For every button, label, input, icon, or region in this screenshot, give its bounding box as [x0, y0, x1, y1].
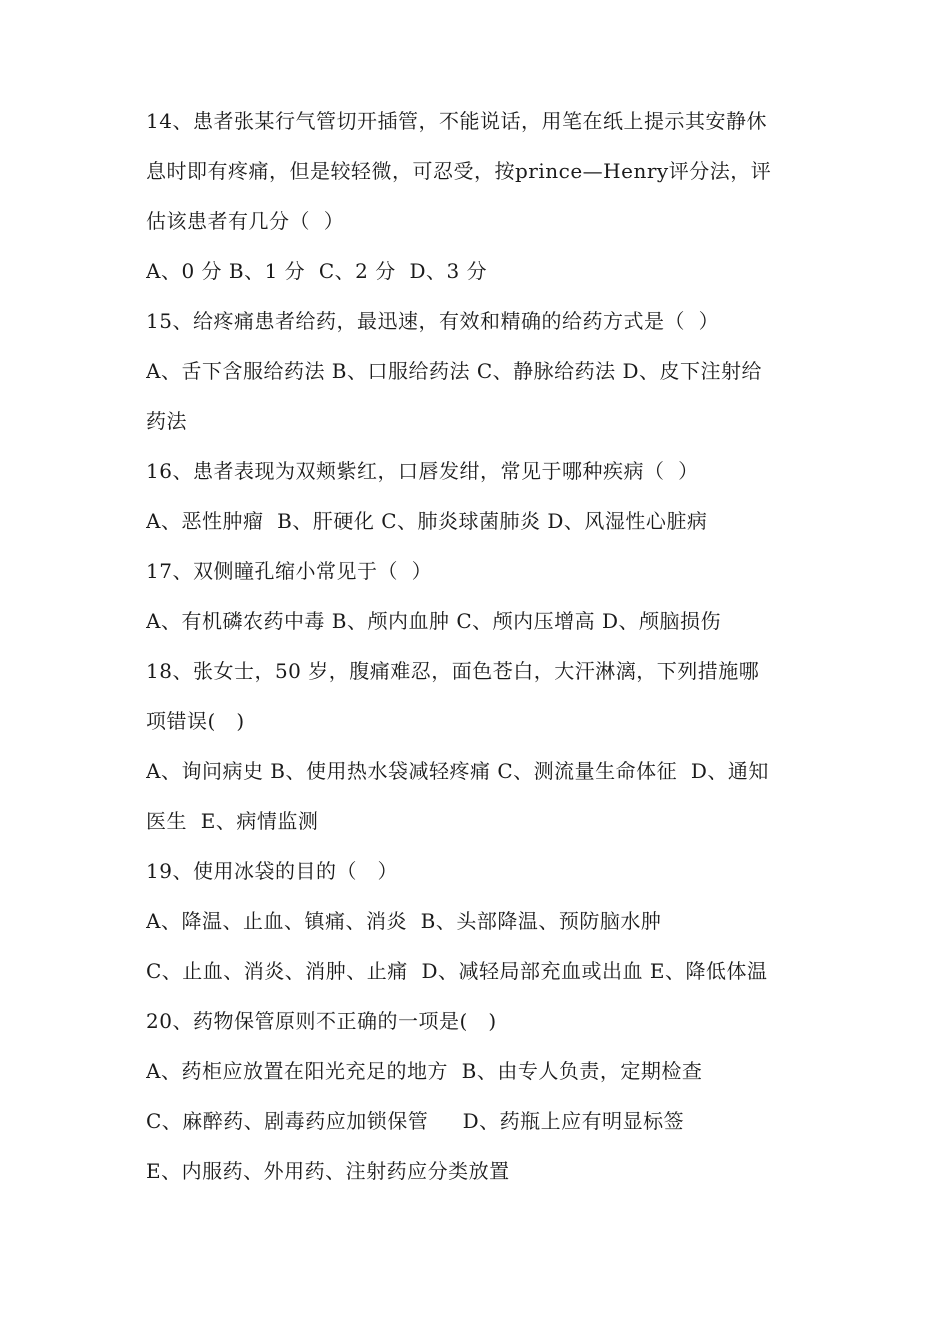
- question-20-stem: 20、药物保管原则不正确的一项是( ): [146, 1009, 497, 1033]
- question-14-line-1: 14、患者张某行气管切开插管，不能说话，用笔在纸上提示其安静休: [146, 109, 767, 133]
- question-18-options-line-1: A、询问病史 B、使用热水袋减轻疼痛 C、测流量生命体征 D、通知: [146, 759, 769, 783]
- question-19-stem: 19、使用冰袋的目的（ ）: [146, 859, 399, 883]
- question-19-options-line-2: C、止血、消炎、消肿、止痛 D、减轻局部充血或出血 E、降低体温: [146, 959, 768, 983]
- question-17-stem: 17、双侧瞳孔缩小常见于（ ）: [146, 559, 433, 583]
- question-15-stem: 15、给疼痛患者给药，最迅速，有效和精确的给药方式是（ ）: [146, 309, 720, 333]
- question-17-options: A、有机磷农药中毒 B、颅内血肿 C、颅内压增高 D、颅脑损伤: [146, 609, 722, 633]
- question-19-options-line-1: A、降温、止血、镇痛、消炎 B、头部降温、预防脑水肿: [146, 909, 662, 933]
- question-16-options: A、恶性肿瘤 B、肝硬化 C、肺炎球菌肺炎 D、风湿性心脏病: [146, 509, 708, 533]
- question-20-options-line-2: C、麻醉药、剧毒药应加锁保管 D、药瓶上应有明显标签: [146, 1109, 685, 1133]
- question-list: [146, 96, 826, 1196]
- question-18-options-line-2: 医生 E、病情监测: [146, 809, 319, 833]
- question-14-line-2: 息时即有疼痛，但是较轻微，可忍受，按prince—Henry评分法，评: [146, 159, 772, 183]
- question-15-options-line-1: A、舌下含服给药法 B、口服给药法 C、静脉给药法 D、皮下注射给: [146, 359, 763, 383]
- question-18-line-2: 项错误( ): [146, 709, 245, 733]
- question-16-stem: 16、患者表现为双颊紫红，口唇发绀，常见于哪种疾病（ ）: [146, 459, 699, 483]
- question-20-options-line-3: E、内服药、外用药、注射药应分类放置: [146, 1159, 510, 1183]
- question-14-options: A、0 分 B、1 分 C、2 分 D、3 分: [146, 259, 488, 283]
- question-15-options-line-2: 药法: [146, 409, 187, 433]
- question-18-line-1: 18、张女士，50 岁，腹痛难忍，面色苍白，大汗淋漓，下列措施哪: [146, 659, 760, 683]
- question-20-options-line-1: A、药柜应放置在阳光充足的地方 B、由专人负责，定期检查: [146, 1059, 703, 1083]
- question-14-line-3: 估该患者有几分（ ）: [146, 209, 345, 233]
